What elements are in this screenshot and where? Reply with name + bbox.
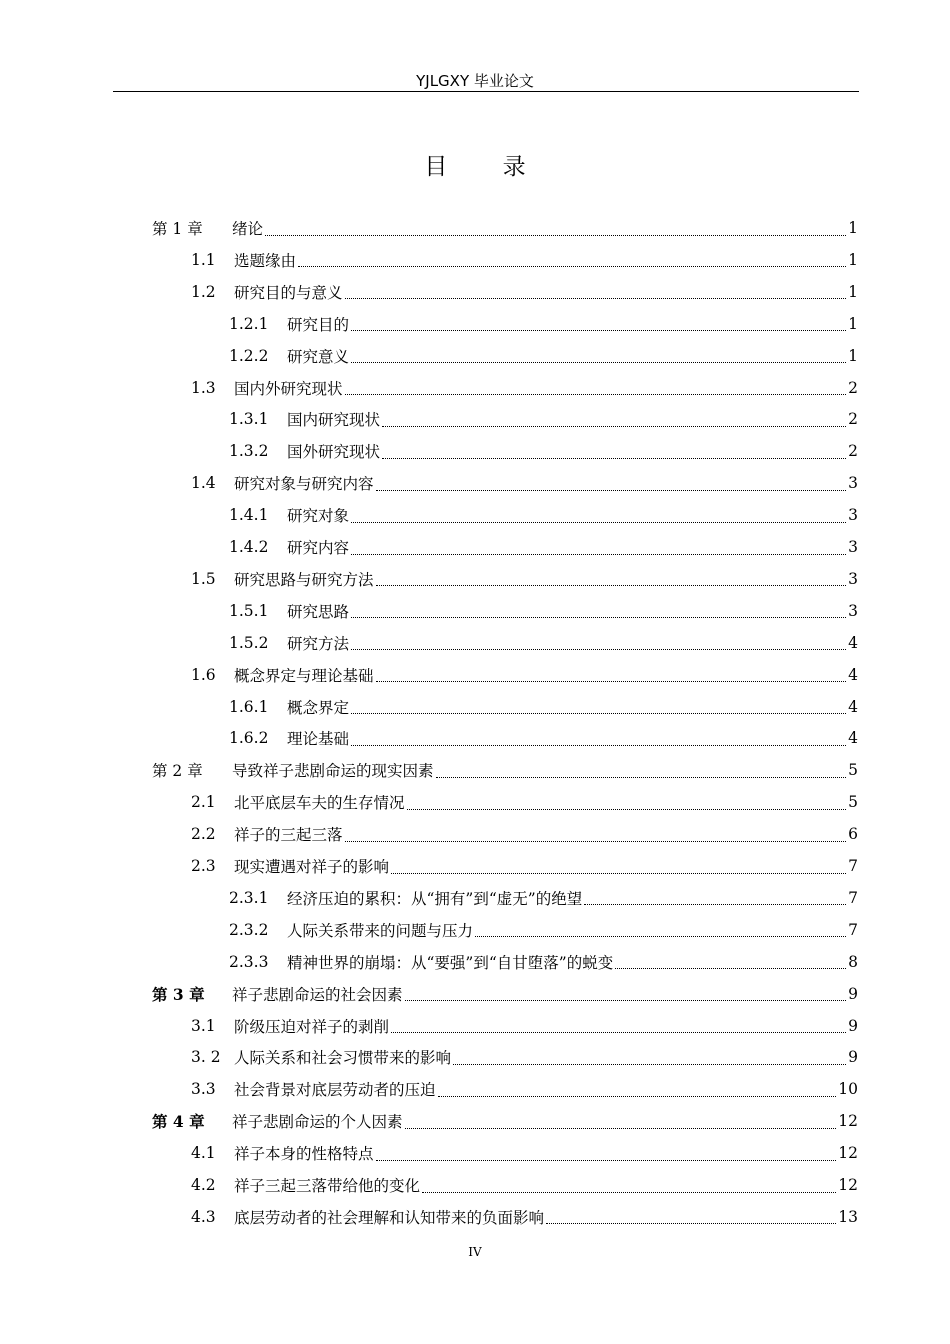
toc-entry-page: 3	[848, 506, 858, 525]
toc-entry-page: 12	[838, 1112, 858, 1131]
toc-entry[interactable]	[191, 372, 858, 404]
dot-leader	[376, 585, 847, 586]
toc-entry-number: 2.3.2	[229, 920, 269, 939]
toc-entry-page: 2	[848, 378, 858, 397]
toc-entry-title: 研究内容	[287, 539, 350, 557]
toc-entry-number: 2.3	[191, 857, 216, 875]
toc-entry[interactable]	[191, 659, 858, 691]
toc-entry-number: 1.5	[191, 569, 216, 588]
toc-entry-page: 13	[838, 1207, 858, 1226]
toc-entry[interactable]	[229, 914, 858, 946]
dot-leader	[376, 490, 847, 491]
toc-entry-number: 1.3	[191, 378, 216, 397]
toc-entry-page: 5	[848, 793, 858, 812]
toc-entry-number: 1.5.2	[229, 633, 269, 652]
toc-entry[interactable]	[229, 499, 858, 531]
toc-entry-title: 选题缘由	[234, 251, 297, 270]
toc-entry[interactable]	[191, 1041, 858, 1073]
toc-entry-title: 绪论	[232, 220, 264, 238]
dot-leader	[351, 554, 846, 555]
toc-entry-page: 8	[848, 952, 858, 971]
toc-entry-number: 2.2	[191, 825, 216, 844]
toc-entry-title: 国内外研究现状	[234, 379, 343, 398]
dot-leader	[405, 1000, 847, 1001]
toc-entry-number: 3. 2	[191, 1048, 221, 1067]
toc-entry-number: 第 2 章	[152, 762, 203, 781]
toc-entry-page: 7	[848, 920, 858, 939]
dot-leader	[376, 1160, 837, 1161]
toc-entry-title: 人际关系和社会习惯带来的影响	[234, 1049, 452, 1068]
dot-leader	[376, 681, 847, 682]
toc-entry-page: 9	[848, 1048, 858, 1067]
dot-leader	[436, 777, 847, 778]
toc-entry-page: 12	[838, 1176, 858, 1194]
toc-entry-title: 导致祥子悲剧命运的现实因素	[232, 762, 434, 781]
dot-leader	[475, 936, 846, 937]
toc-entry-number: 第 3 章	[152, 984, 205, 1004]
toc-entry-number: 1.6	[191, 665, 216, 684]
dot-leader	[382, 458, 846, 459]
toc-entry-title: 研究思路与研究方法	[234, 570, 374, 589]
toc-entry[interactable]	[229, 882, 858, 914]
toc-entry[interactable]	[229, 403, 858, 435]
toc-entry[interactable]	[229, 340, 858, 372]
toc-entry-page: 4	[848, 665, 858, 684]
dot-leader	[351, 522, 846, 523]
toc-title: 目 录	[424, 154, 550, 180]
dot-leader	[345, 298, 847, 299]
toc-entry-page: 6	[848, 825, 858, 844]
toc-entry-number: 1.1	[191, 250, 216, 269]
toc-entry[interactable]	[191, 786, 858, 818]
dot-leader	[391, 873, 846, 874]
toc-entry-title: 祥子的三起三落	[234, 826, 343, 845]
toc-entry-number: 2.3.1	[229, 888, 269, 907]
toc-entry-title: 研究思路	[287, 602, 350, 621]
toc-entry-number: 1.4	[191, 474, 216, 493]
toc-entry-page: 4	[848, 633, 858, 652]
toc-entry[interactable]	[229, 531, 858, 563]
toc-entry-number: 3.3	[191, 1080, 216, 1099]
toc-entry-page: 7	[848, 857, 858, 875]
toc-entry[interactable]	[191, 1169, 858, 1201]
toc-entry-number: 1.6.2	[229, 729, 269, 748]
toc-entry-title: 人际关系带来的问题与压力	[287, 921, 474, 940]
toc-entry-title: 国外研究现状	[287, 443, 381, 462]
toc-entry-number: 1.2.1	[229, 314, 269, 333]
page-number: IV	[468, 1245, 482, 1259]
toc-entry-title: 概念界定与理论基础	[234, 666, 374, 685]
page-header: YJLGXY 毕业论文	[416, 72, 534, 90]
toc-entry-title: 阶级压迫对祥子的剥削	[234, 1017, 390, 1036]
toc-entry-page: 2	[848, 410, 858, 429]
dot-leader	[298, 266, 846, 267]
toc-entry[interactable]	[191, 1010, 858, 1042]
toc-entry-number: 4.2	[191, 1176, 216, 1194]
toc-entry[interactable]	[191, 818, 858, 850]
toc-entry-title: 研究目的	[287, 315, 350, 334]
toc-entry[interactable]	[191, 1073, 858, 1105]
toc-entry-page: 1	[848, 219, 858, 237]
toc-entry-number: 1.3.1	[229, 410, 269, 429]
dot-leader	[438, 1096, 837, 1097]
toc-entry-title: 研究对象与研究内容	[234, 475, 374, 494]
toc-entry-number: 2.1	[191, 793, 216, 812]
toc-entry[interactable]	[229, 308, 858, 340]
toc-entry-title: 理论基础	[287, 730, 350, 749]
toc-entry-number: 第 1 章	[152, 220, 203, 238]
toc-entry-title: 祥子悲剧命运的社会因素	[232, 985, 403, 1004]
toc-entry-number: 1.4.2	[229, 538, 269, 556]
toc-entry[interactable]	[152, 212, 858, 244]
toc-entry[interactable]	[191, 276, 858, 308]
dot-leader	[407, 809, 847, 810]
toc-entry[interactable]	[229, 435, 858, 467]
toc-entry[interactable]	[191, 850, 858, 882]
dot-leader	[453, 1064, 846, 1065]
toc-entry[interactable]	[191, 563, 858, 595]
toc-entry-page: 3	[848, 538, 858, 556]
toc-entry-number: 4.3	[191, 1207, 216, 1226]
toc-entry-page: 9	[848, 984, 858, 1003]
dot-leader	[584, 904, 846, 905]
toc-entry-page: 12	[838, 1144, 858, 1163]
toc-entry-page: 7	[848, 888, 858, 907]
toc-entry-number: 1.3.2	[229, 442, 269, 461]
dot-leader	[546, 1223, 836, 1224]
toc-entry-title: 研究对象	[287, 507, 350, 526]
toc-entry[interactable]	[229, 691, 858, 723]
toc-entry-number: 1.6.1	[229, 697, 269, 716]
toc-entry-page: 10	[838, 1080, 858, 1099]
toc-entry-page: 3	[848, 601, 858, 620]
toc-entry-title: 研究目的与意义	[234, 283, 343, 302]
header-rule	[113, 91, 859, 92]
toc-entry-title: 祥子悲剧命运的个人因素	[232, 1113, 403, 1132]
toc-entry-page: 1	[848, 314, 858, 333]
toc-entry[interactable]	[152, 754, 858, 786]
dot-leader	[345, 841, 847, 842]
dot-leader	[351, 745, 846, 746]
toc-entry-number: 2.3.3	[229, 952, 269, 971]
toc-entry-page: 9	[848, 1016, 858, 1035]
toc-entry-title: 祥子三起三落带给他的变化	[234, 1177, 421, 1195]
dot-leader	[351, 617, 846, 618]
toc-entry-page: 1	[848, 282, 858, 301]
toc-entry-page: 4	[848, 697, 858, 716]
toc-entry-title: 北平底层车夫的生存情况	[234, 794, 405, 813]
dot-leader	[351, 713, 846, 714]
toc-entry[interactable]	[229, 627, 858, 659]
dot-leader	[351, 362, 846, 363]
dot-leader	[345, 394, 847, 395]
dot-leader	[351, 649, 846, 650]
toc-entry[interactable]	[152, 1105, 858, 1137]
toc-entry-number: 4.1	[191, 1144, 216, 1163]
toc-entry-title: 底层劳动者的社会理解和认知带来的负面影响	[234, 1208, 545, 1227]
toc-entry[interactable]	[229, 722, 858, 754]
toc-entry-title: 研究方法	[287, 634, 350, 653]
toc-entry-number: 1.5.1	[229, 601, 269, 620]
toc-entry-page: 1	[848, 346, 858, 365]
toc-entry-title: 研究意义	[287, 347, 350, 366]
toc-entry-title: 概念界定	[287, 698, 350, 717]
dot-leader	[615, 968, 846, 969]
toc-entry[interactable]	[229, 946, 858, 978]
toc-entry-title: 祥子本身的性格特点	[234, 1145, 374, 1164]
toc-entry-number: 3.1	[191, 1016, 216, 1035]
toc-entry[interactable]	[191, 467, 858, 499]
dot-leader	[405, 1128, 837, 1129]
toc-entry-title: 经济压迫的累积：从“拥有”到“虚无”的绝望	[287, 889, 583, 908]
toc-entry-number: 1.2.2	[229, 346, 269, 365]
dot-leader	[422, 1192, 836, 1193]
toc-entry[interactable]	[229, 595, 858, 627]
toc-entry-title: 国内研究现状	[287, 411, 381, 430]
dot-leader	[351, 330, 846, 331]
toc-entry-number: 1.4.1	[229, 506, 269, 525]
toc-entry-number: 第 4 章	[152, 1112, 205, 1132]
toc-entry-page: 2	[848, 442, 858, 461]
toc-entry-page: 3	[848, 569, 858, 588]
toc-entry-title: 社会背景对底层劳动者的压迫	[234, 1081, 436, 1100]
toc-entry[interactable]	[191, 1201, 858, 1233]
toc-entry-title: 现实遭遇对祥子的影响	[234, 858, 390, 876]
toc-entry[interactable]	[152, 978, 858, 1010]
dot-leader	[391, 1032, 846, 1033]
toc-entry[interactable]	[191, 1137, 858, 1169]
toc-entry-page: 5	[848, 761, 858, 780]
toc-entry-page: 1	[848, 250, 858, 269]
dot-leader	[265, 235, 846, 236]
toc-entry-page: 3	[848, 474, 858, 493]
dot-leader	[382, 426, 846, 427]
toc-entry-number: 1.2	[191, 282, 216, 301]
toc-entry-page: 4	[848, 729, 858, 748]
toc-entry-title: 精神世界的崩塌：从“要强”到“自甘堕落”的蜕变	[287, 953, 614, 972]
toc-entry[interactable]	[191, 244, 858, 276]
